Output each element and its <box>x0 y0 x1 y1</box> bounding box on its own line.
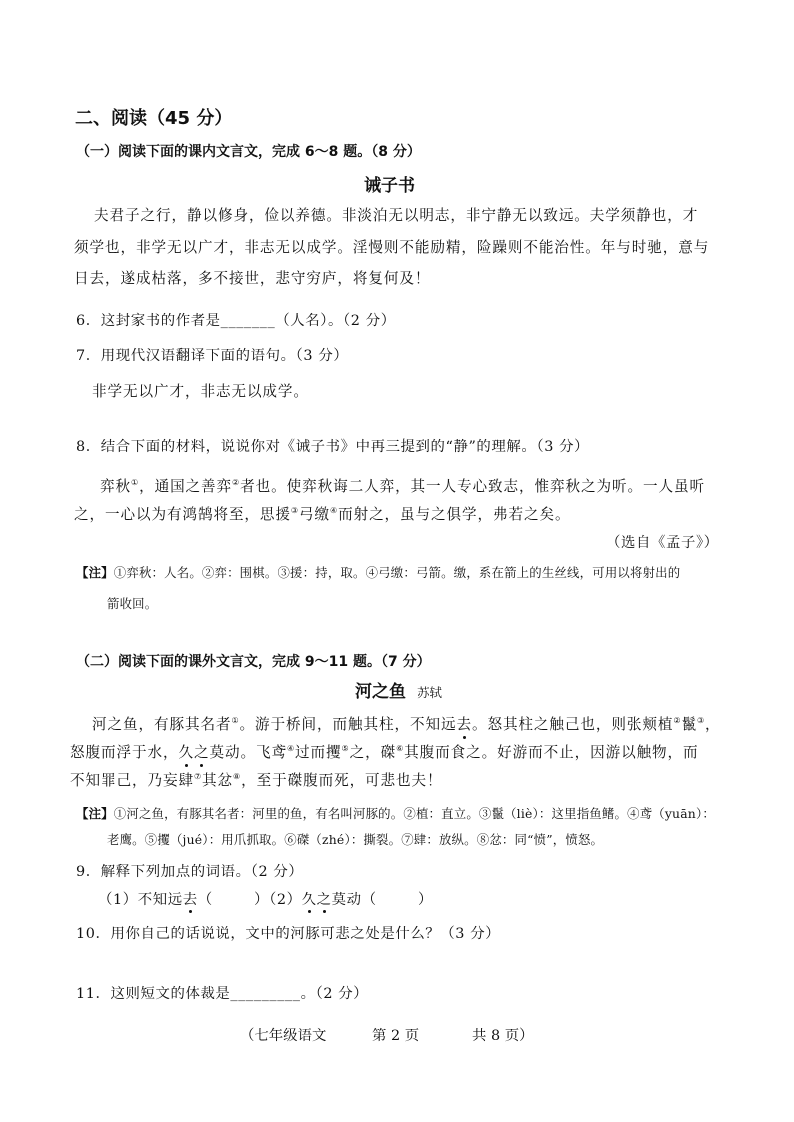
question-9: 9．解释下列加点的词语。（2 分） <box>76 864 304 880</box>
passage-text: 其忿 <box>202 772 234 789</box>
q9-item-text: 莫动（ ） <box>331 892 433 908</box>
material-text: 之，一心以为有鸿鹄将至，思援 <box>74 506 291 523</box>
footnote-mark: ⑧ <box>233 772 242 782</box>
passage-title-hezhiyu <box>355 684 442 701</box>
material-text: 者也。使弈秋诲二人弈，其一人专心致志，惟弈秋之为听。一人虽听 <box>240 478 705 495</box>
passage-line <box>70 774 443 789</box>
footer-page-number: 第 2 页 <box>372 1028 420 1044</box>
footnote-mark: ① <box>231 716 240 726</box>
passage-text: 河之鱼，有豚其名者 <box>92 716 232 733</box>
footnote-mark: ① <box>131 478 140 488</box>
q9-item-text: （1）不知远 <box>98 892 183 908</box>
passage-text: 。怒其柱之触己也，则张颊植 <box>471 716 674 733</box>
note-text: ①弈秋：人名。②弈：围棋。③援：持，取。④弓缴：弓箭。缴，系在箭上的生丝线，可用以将射出的 <box>113 565 681 580</box>
material-text: ，通国之善弈 <box>139 478 233 495</box>
dotted-word: 之 <box>316 892 332 908</box>
material-text: 弈秋 <box>100 478 131 495</box>
question-8: 8．结合下面的材料，说说你对《诫子书》中再三提到的“静”的理解。（3 分） <box>76 439 590 455</box>
footnote-mark: ③ <box>290 506 299 516</box>
dotted-word: 去 <box>456 716 472 733</box>
passage-line <box>92 718 721 733</box>
passage-title: 河之鱼 <box>355 682 406 702</box>
material-text: 弓缴 <box>299 506 330 523</box>
question-10: 10．用你自己的话说说，文中的河豚可悲之处是什么？（3 分） <box>76 926 501 942</box>
passage-line: 须学也，非学无以广才，非志无以成学。淫慢则不能励精，险躁则不能治性。年与时驰，意与 <box>74 239 710 256</box>
footnote-mark: ⑤ <box>341 744 350 754</box>
part1-heading: （一）阅读下面的课内文言文，完成 6～8 题。（8 分） <box>76 144 421 160</box>
note-line: 箭收回。 <box>107 596 158 611</box>
passage-title-jiezishu: 诫子书 <box>364 176 415 196</box>
dotted-word: 之 <box>193 744 210 761</box>
material-line <box>74 508 571 523</box>
note-label: 【注】 <box>76 565 114 580</box>
question-11: 11．这则短文的体裁是_________。（2 分） <box>76 986 369 1002</box>
note-label: 【注】 <box>76 806 114 821</box>
passage-text: ，至于磔腹而死，可悲也夫！ <box>241 772 443 789</box>
passage-text: ， <box>705 716 721 733</box>
footnote-mark: ④ <box>330 506 339 516</box>
note-line <box>76 567 680 579</box>
material-source: （选自《孟子》） <box>606 535 719 551</box>
passage-text: 其腹而食之。好游而不止，因游以触物，而 <box>404 744 699 761</box>
passage-author: 苏轼 <box>417 685 442 700</box>
footnote-mark: ④ <box>286 744 296 754</box>
section-title: 二、阅读（45 分） <box>75 108 233 129</box>
passage-text: 鬣 <box>681 716 697 733</box>
passage-line <box>70 746 699 761</box>
passage-text: 之，磔 <box>349 744 397 761</box>
note-text: ①河之鱼，有豚其名者：河里的鱼，有名叫河豚的。②植：直立。③鬣（liè）：这里指鱼鳍。④鸢（yuān）： <box>113 806 715 821</box>
q9-item-text: （ ）（2） <box>197 892 302 908</box>
dotted-word: 久 <box>301 892 317 908</box>
note-line: 老鹰。⑤攫（jué）：用爪抓取。⑥磔（zhé）：撕裂。⑦肆：放纵。⑧忿：同“愤”，愤怒。 <box>107 832 604 847</box>
passage-text: 怒腹而浮于水， <box>70 744 179 761</box>
passage-line: 日去，遂成枯落，多不接世，悲守穷庐，将复何及！ <box>74 270 431 287</box>
material-text: 而射之，虽与之俱学，弗若之矣。 <box>338 506 571 523</box>
passage-text: 不知罪己，乃妄肆 <box>70 772 194 789</box>
passage-text: 莫动。飞鸢 <box>209 744 287 761</box>
passage-line: 夫君子之行，静以修身，俭以养德。非淡泊无以明志，非宁静无以致远。夫学须静也，才 <box>94 207 699 224</box>
footer-total-pages: 共 8 页） <box>472 1028 534 1044</box>
part2-heading: （二）阅读下面的课外文言文，完成 9～11 题。（7 分） <box>76 654 431 670</box>
footnote-mark: ③ <box>696 716 706 726</box>
passage-text: 过而攫 <box>295 744 342 761</box>
material-line <box>100 480 705 495</box>
footnote-mark: ② <box>232 478 241 488</box>
footnote-mark: ⑥ <box>396 744 405 754</box>
question-6: 6．这封家书的作者是_______（人名）。（2 分） <box>76 313 396 329</box>
question-9-items <box>98 893 433 907</box>
question-7: 7．用现代汉语翻译下面的语句。（3 分） <box>76 348 349 364</box>
dotted-word: 去 <box>182 892 198 908</box>
dotted-word: 久 <box>178 744 194 761</box>
footnote-mark: ② <box>673 716 682 726</box>
footer-subject: （七年级语文 <box>240 1028 327 1044</box>
footnote-mark: ⑦ <box>193 772 203 782</box>
passage-text: 。游于桥间，而触其柱，不知远 <box>239 716 457 733</box>
question-7-sentence: 非学无以广才，非志无以成学。 <box>92 383 309 400</box>
note-line <box>76 808 715 820</box>
